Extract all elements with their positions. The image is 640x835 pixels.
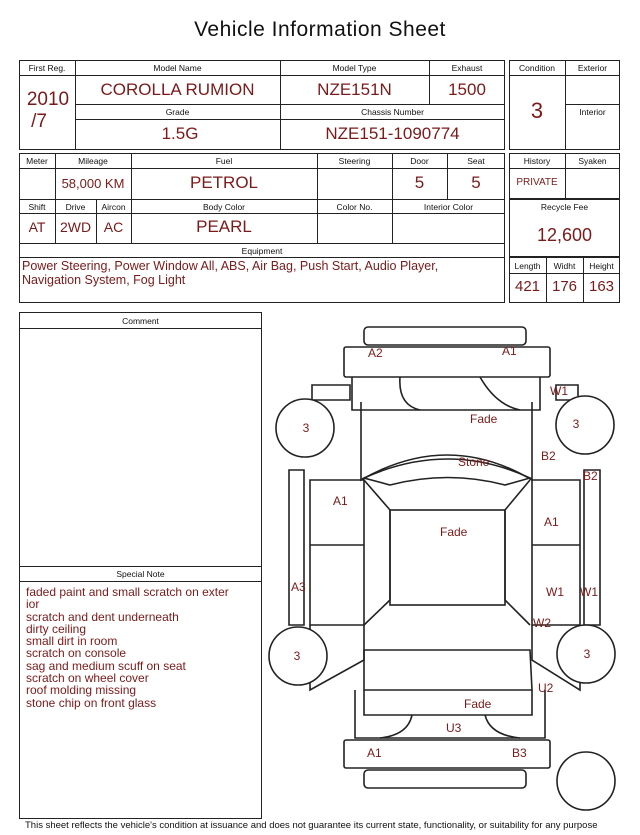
- exhaust-value: 1500: [448, 80, 486, 99]
- mileage-label: Mileage: [78, 156, 108, 166]
- comment-label: Comment: [122, 316, 159, 326]
- chassis-value: NZE151-1090774: [325, 124, 460, 143]
- door-value: 5: [414, 173, 425, 192]
- mark-a3: A3: [291, 580, 306, 594]
- tire-rear-left-mark: 3: [293, 649, 301, 663]
- shift-label: Shift: [28, 202, 46, 212]
- shift-value: AT: [28, 219, 46, 235]
- interior-color-label: Interior Color: [423, 202, 474, 212]
- mark-fade-trunk: Fade: [464, 697, 492, 711]
- note-line: stone chip on front glass: [26, 695, 157, 710]
- note-line: ior: [26, 597, 40, 612]
- interior-label: Interior: [579, 107, 606, 117]
- grade-value: 1.5G: [161, 124, 199, 143]
- mark-b2-edge: B2: [583, 469, 598, 483]
- exterior-label: Exterior: [577, 63, 608, 73]
- equipment-text: Power Steering, Power Window All, ABS, Air Bag, Push Start, Audio Player, Navigation System, Fog Light: [22, 259, 439, 287]
- note-line: scratch on console: [26, 646, 127, 661]
- syaken-label: Syaken: [578, 156, 607, 166]
- aircon-label: Aircon: [101, 202, 126, 212]
- mark-stone: Stone: [458, 455, 490, 469]
- first-reg-year: 2010: [26, 89, 70, 110]
- recycle-label: Recycle Fee: [540, 202, 589, 212]
- height-value: 163: [588, 278, 615, 295]
- model-name-label: Model Name: [153, 63, 202, 73]
- fuel-value: PETROL: [189, 173, 259, 192]
- aircon-value: AC: [103, 219, 124, 235]
- mark-fade-hood: Fade: [470, 412, 498, 426]
- length-label: Length: [514, 261, 541, 271]
- note-line: small dirt in room: [26, 634, 118, 649]
- width-value: 176: [551, 278, 578, 295]
- body-color-value: PEARL: [196, 217, 252, 236]
- tire-front-right-mark: 3: [572, 417, 580, 431]
- mark-w1-right: W1: [546, 585, 564, 599]
- note-line: sag and medium scuff on seat: [26, 658, 186, 673]
- mark-a1-right: A1: [544, 515, 559, 529]
- grade-label: Grade: [165, 107, 190, 117]
- drive-label: Drive: [65, 202, 86, 212]
- length-value: 421: [514, 278, 541, 295]
- chassis-label: Chassis Number: [361, 107, 424, 117]
- condition-value: 3: [530, 98, 544, 123]
- page-title: Vehicle Information Sheet: [194, 18, 446, 41]
- first-reg-label: First Reg.: [28, 63, 66, 73]
- tire-rear-right-mark: 3: [583, 647, 591, 661]
- condition-label: Condition: [519, 63, 555, 73]
- mark-fade-roof: Fade: [440, 525, 468, 539]
- special-note-label: Special Note: [116, 569, 165, 579]
- exhaust-label: Exhaust: [451, 63, 483, 73]
- mileage-value: 58,000 KM: [61, 176, 125, 191]
- body-color-label: Body Color: [202, 202, 246, 212]
- mark-u3: U3: [446, 721, 462, 735]
- color-no-label: Color No.: [336, 202, 373, 212]
- fuel-label: Fuel: [215, 156, 233, 166]
- steering-label: Steering: [338, 156, 371, 166]
- equipment-label: Equipment: [241, 246, 283, 256]
- mark-a1-bottom: A1: [367, 746, 382, 760]
- mark-b2-right: B2: [541, 449, 556, 463]
- height-label: Height: [589, 261, 614, 271]
- note-line: roof molding missing: [26, 683, 137, 698]
- mark-w1-top: W1: [550, 384, 568, 398]
- history-label: History: [523, 156, 551, 166]
- history-value: PRIVATE: [516, 177, 558, 188]
- mark-b3: B3: [512, 746, 527, 760]
- model-type-value: NZE151N: [317, 80, 392, 99]
- mark-a1-top: A1: [502, 344, 517, 358]
- door-label: Door: [410, 156, 429, 166]
- meter-label: Meter: [26, 156, 48, 166]
- model-type-label: Model Type: [332, 63, 377, 73]
- mark-w2: W2: [533, 616, 551, 630]
- seat-label: Seat: [467, 156, 485, 166]
- note-line: dirty ceiling: [26, 621, 87, 636]
- note-line: scratch and dent underneath: [26, 609, 179, 624]
- special-note-list: [26, 586, 256, 709]
- note-line: faded paint and small scratch on exter: [26, 585, 229, 599]
- width-label: Widht: [553, 261, 576, 271]
- mark-a1-left: A1: [333, 494, 348, 508]
- car-damage-diagram: [266, 318, 628, 818]
- drive-value: 2WD: [59, 219, 92, 235]
- tire-front-left-mark: 3: [302, 421, 310, 435]
- mark-u2: U2: [538, 681, 554, 695]
- footer-disclaimer: This sheet reflects the vehicle's condition at issuance and does not guarantee its current state, functionality, or suitability for any purpose: [25, 820, 598, 831]
- seat-value: 5: [471, 173, 481, 192]
- mark-w1-edge: W1: [580, 585, 598, 599]
- recycle-value: 12,600: [536, 225, 593, 245]
- mark-a2: A2: [368, 346, 383, 360]
- note-line: scratch on wheel cover: [26, 671, 149, 686]
- model-name-value: COROLLA RUMION: [100, 80, 255, 99]
- first-reg-month: /7: [31, 111, 47, 132]
